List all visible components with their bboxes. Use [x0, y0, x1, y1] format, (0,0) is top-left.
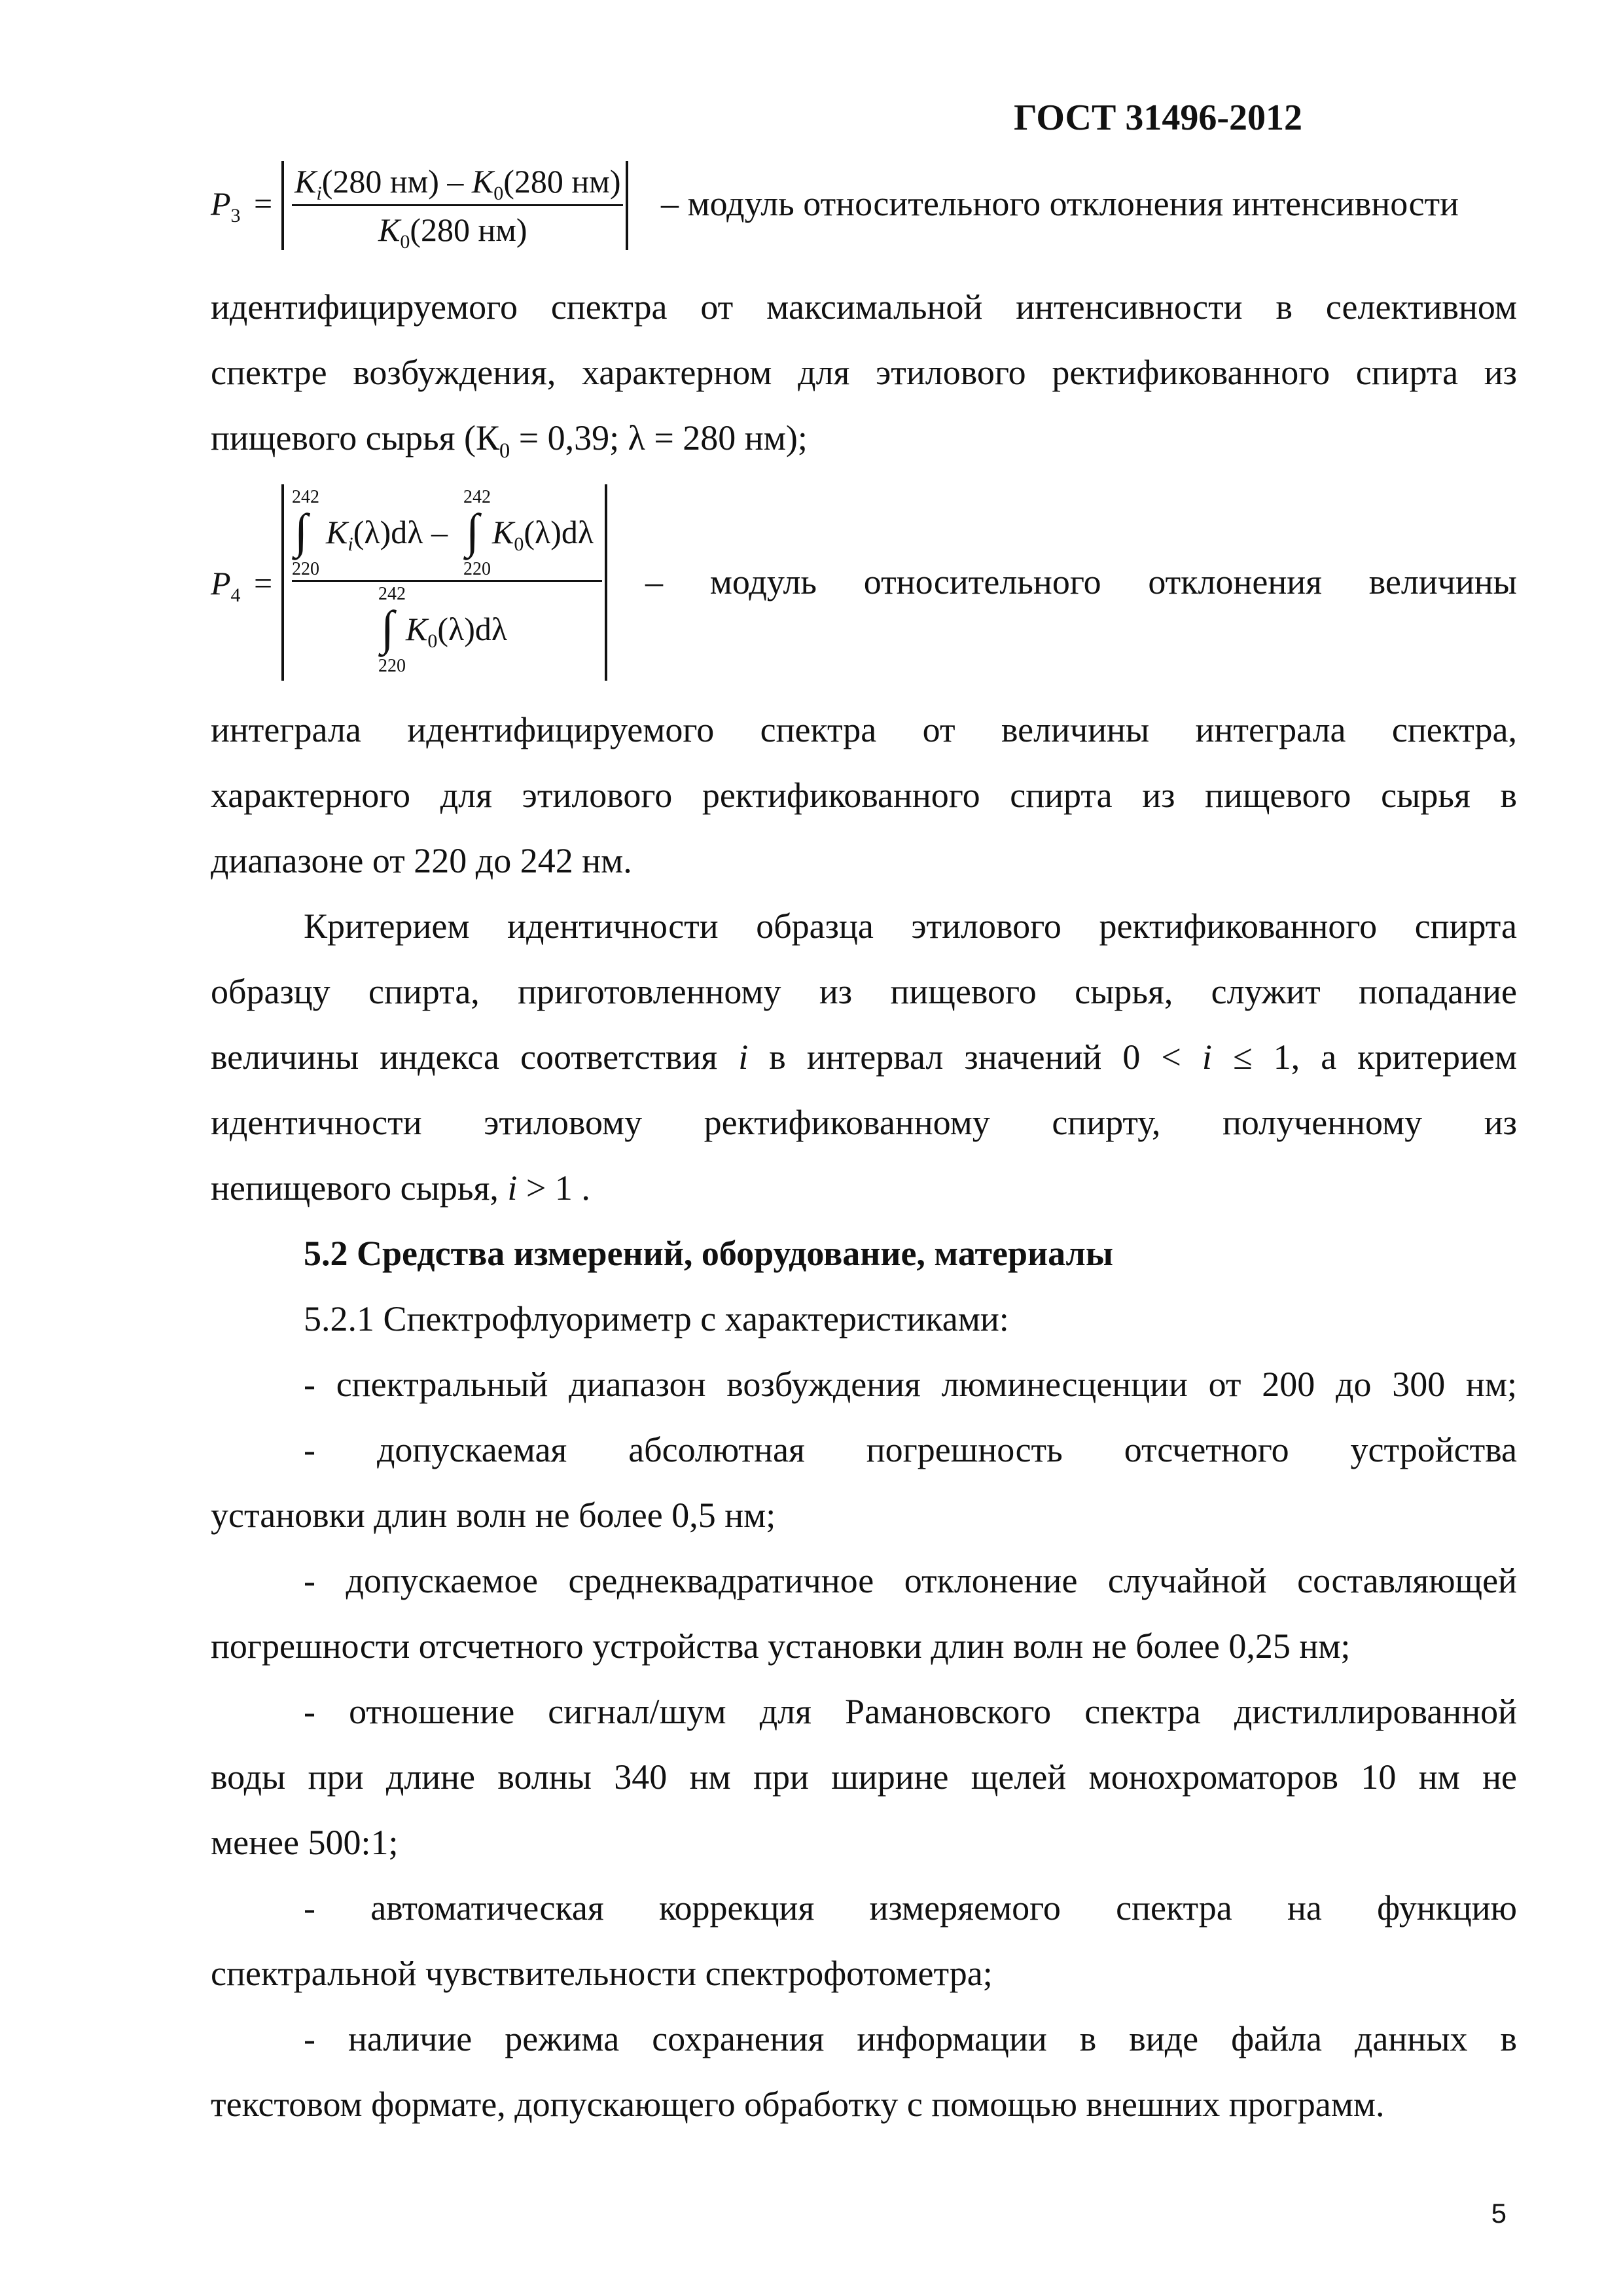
p4-int1-upper: 242 [292, 487, 319, 507]
para3-line4: идентичности этиловому ректификованному спирту, полученному из [211, 1103, 1517, 1142]
p4-description: – модуль относительного отклонения величины [645, 562, 1517, 601]
item-snr-line1: - отношение сигнал/шум для Рамановского спектра дистиллированной [304, 1692, 1517, 1731]
p4-int2-upper: 242 [463, 487, 491, 507]
p4-denominator: $K_0(\lambda)d\lambda$ [406, 611, 508, 652]
p3-numerator: $K_i(280$ $нм) - K_0(280$ нм) [294, 163, 621, 204]
p4-num-term1: $K_i(\lambda)d\lambda$ – [326, 514, 448, 555]
para3-line2: образцу спирта, приготовленному из пищевого сырья, служит попадание [211, 972, 1517, 1011]
p4-abs-left [281, 484, 284, 681]
item-autocorrection-line2: спектральной чувствительности спектрофотометра; [211, 1954, 993, 1993]
item-autocorrection-line1: - автоматическая коррекция измеряемого спектра на функцию [304, 1888, 1517, 1928]
document-header: ГОСТ 31496-2012 [1014, 98, 1302, 138]
p3-fraction-bar [292, 204, 623, 206]
page-number: 5 [1491, 2198, 1507, 2229]
para2-line1: интеграла идентифицируемого спектра от величины интеграла спектра, [211, 710, 1517, 749]
para3-line1: Критерием идентичности образца этилового ректификованного спирта [304, 906, 1517, 946]
p3-description: – модуль относительного отклонения интенсивности [661, 184, 1459, 223]
p3-abs-right [626, 161, 628, 250]
item-abs-error-line1: - допускаемая абсолютная погрешность отсчетного устройства [304, 1430, 1517, 1469]
item-rms-line2: погрешности отсчетного устройства установки длин волн не более 0,25 нм; [211, 1626, 1351, 1666]
item-abs-error-line2: установки длин волн не более 0,5 нм; [211, 1496, 776, 1535]
p4-integral1-icon: ∫ [294, 505, 308, 558]
p4-int1-lower: 220 [292, 559, 319, 579]
item-snr-line3: менее 500:1; [211, 1823, 399, 1862]
para2-line2: характерного для этилового ректификованного спирта из пищевого сырья в [211, 776, 1517, 815]
item-5-2-1: 5.2.1 Спектрофлуориметр с характеристиками: [304, 1299, 1009, 1338]
p4-abs-right [605, 484, 607, 681]
p3-denominator: $K_0(280$ нм) [378, 211, 527, 253]
item-save-mode-line1: - наличие режима сохранения информации в виде файла данных в [304, 2019, 1517, 2058]
p4-fraction-bar [292, 580, 602, 582]
p4-lhs: $P_4$ [211, 565, 241, 606]
para1-line3: пищевого сырья ($К_0 = 0,39$; λ = 280 нм); [211, 418, 808, 463]
p3-abs-left [281, 161, 284, 250]
p4-int3-upper: 242 [378, 584, 406, 604]
item-save-mode-line2: текстовом формате, допускающего обработку с помощью внешних программ. [211, 2085, 1385, 2124]
p4-int3-lower: 220 [378, 656, 406, 676]
item-rms-line1: - допускаемое среднеквадратичное отклонение случайной составляющей [304, 1561, 1517, 1600]
p3-lhs: $P_3$ [211, 185, 241, 226]
para3-line3: величины индекса соответствия i в интервал значений 0 < i ≤ 1, а критерием [211, 1037, 1518, 1077]
p3-equals: = [254, 185, 273, 222]
p4-num-term2: $K_0(\lambda)d\lambda$ [492, 514, 594, 555]
item-snr-line2: воды при длине волны 340 нм при ширине щелей монохроматоров 10 нм не [211, 1757, 1517, 1797]
para3-line5: непищевого сырья, i > 1 . [211, 1168, 590, 1208]
para2-line3: диапазоне от 220 до 242 нм. [211, 841, 632, 880]
p4-integral3-icon: ∫ [381, 601, 395, 655]
para1-line2: спектре возбуждения, характерном для этилового ректификованного спирта из [211, 353, 1517, 392]
para1-line1: идентифицируемого спектра от максимальной интенсивности в селективном [211, 287, 1517, 327]
p4-integral2-icon: ∫ [466, 505, 480, 558]
section-heading: 5.2 Средства измерений, оборудование, материалы [304, 1234, 1114, 1273]
item-spectral-range: - спектральный диапазон возбуждения люминесценции от 200 до 300 нм; [304, 1365, 1517, 1404]
p4-int2-lower: 220 [463, 559, 491, 579]
p4-equals: = [254, 565, 273, 601]
